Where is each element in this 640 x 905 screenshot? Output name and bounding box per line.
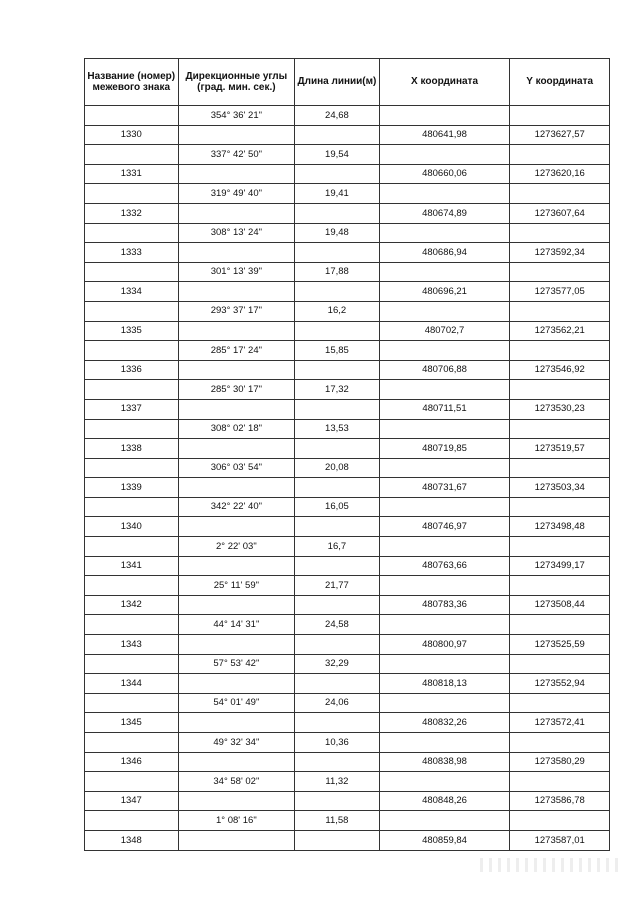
cell-direction-angle <box>178 439 295 459</box>
cell-mark-name: 1342 <box>85 595 179 615</box>
cell-direction-angle: 285° 17' 24" <box>178 341 295 361</box>
cell-line-length <box>295 164 379 184</box>
cell-y-coordinate: 1273546,92 <box>510 360 610 380</box>
table-row <box>85 693 610 713</box>
table-row <box>85 223 610 243</box>
cell-y-coordinate <box>510 615 610 635</box>
cell-mark-name: 1336 <box>85 360 179 380</box>
cell-x-coordinate: 480706,88 <box>379 360 510 380</box>
cell-y-coordinate <box>510 184 610 204</box>
cell-x-coordinate <box>379 693 510 713</box>
cell-y-coordinate: 1273572,41 <box>510 713 610 733</box>
cell-mark-name <box>85 106 179 126</box>
cell-line-length: 19,41 <box>295 184 379 204</box>
cell-x-coordinate: 480832,26 <box>379 713 510 733</box>
cell-direction-angle: 57° 53' 42" <box>178 654 295 674</box>
cell-y-coordinate <box>510 458 610 478</box>
table-row <box>85 830 610 850</box>
cell-direction-angle <box>178 752 295 772</box>
table-row <box>85 497 610 517</box>
cell-x-coordinate <box>379 145 510 165</box>
cell-mark-name <box>85 223 179 243</box>
table-row <box>85 772 610 792</box>
table-row <box>85 556 610 576</box>
cell-mark-name <box>85 576 179 596</box>
cell-x-coordinate <box>379 733 510 753</box>
cell-direction-angle <box>178 164 295 184</box>
cell-mark-name <box>85 811 179 831</box>
table-row <box>85 341 610 361</box>
cell-mark-name: 1330 <box>85 125 179 145</box>
cell-mark-name: 1335 <box>85 321 179 341</box>
cell-direction-angle: 354° 36' 21" <box>178 106 295 126</box>
cell-y-coordinate <box>510 145 610 165</box>
cell-direction-angle: 54° 01' 49" <box>178 693 295 713</box>
cell-x-coordinate: 480763,66 <box>379 556 510 576</box>
table-row <box>85 576 610 596</box>
cell-line-length <box>295 517 379 537</box>
cell-line-length: 19,54 <box>295 145 379 165</box>
cell-y-coordinate <box>510 106 610 126</box>
table-row <box>85 654 610 674</box>
table-row <box>85 674 610 694</box>
cell-x-coordinate <box>379 184 510 204</box>
table-row <box>85 537 610 557</box>
cell-y-coordinate: 1273607,64 <box>510 203 610 223</box>
cell-direction-angle <box>178 674 295 694</box>
cell-mark-name: 1341 <box>85 556 179 576</box>
table-row <box>85 380 610 400</box>
cell-y-coordinate: 1273530,23 <box>510 399 610 419</box>
table-row <box>85 478 610 498</box>
cell-mark-name <box>85 615 179 635</box>
table-row <box>85 713 610 733</box>
cell-line-length: 21,77 <box>295 576 379 596</box>
cell-y-coordinate <box>510 497 610 517</box>
cell-direction-angle <box>178 713 295 733</box>
cell-x-coordinate: 480800,97 <box>379 635 510 655</box>
cell-mark-name <box>85 301 179 321</box>
cell-y-coordinate <box>510 301 610 321</box>
cell-y-coordinate: 1273552,94 <box>510 674 610 694</box>
cell-x-coordinate: 480660,06 <box>379 164 510 184</box>
table-row <box>85 811 610 831</box>
cell-mark-name <box>85 145 179 165</box>
cell-direction-angle <box>178 321 295 341</box>
table-row <box>85 203 610 223</box>
cell-y-coordinate <box>510 772 610 792</box>
table-row <box>85 419 610 439</box>
cell-y-coordinate: 1273503,34 <box>510 478 610 498</box>
cell-y-coordinate <box>510 262 610 282</box>
cell-line-length <box>295 243 379 263</box>
cell-direction-angle <box>178 125 295 145</box>
cell-direction-angle: 308° 02' 18" <box>178 419 295 439</box>
cell-line-length: 15,85 <box>295 341 379 361</box>
cell-line-length <box>295 125 379 145</box>
cell-x-coordinate: 480686,94 <box>379 243 510 263</box>
cell-mark-name: 1332 <box>85 203 179 223</box>
cell-mark-name: 1345 <box>85 713 179 733</box>
cell-line-length: 24,06 <box>295 693 379 713</box>
cell-mark-name: 1338 <box>85 439 179 459</box>
cell-direction-angle <box>178 478 295 498</box>
cell-x-coordinate: 480783,36 <box>379 595 510 615</box>
cell-y-coordinate <box>510 576 610 596</box>
cell-direction-angle <box>178 282 295 302</box>
cell-line-length: 17,32 <box>295 380 379 400</box>
cell-mark-name: 1331 <box>85 164 179 184</box>
cell-y-coordinate <box>510 380 610 400</box>
cell-x-coordinate <box>379 615 510 635</box>
cell-line-length: 10,36 <box>295 733 379 753</box>
cell-direction-angle <box>178 203 295 223</box>
cell-y-coordinate <box>510 537 610 557</box>
cell-line-length <box>295 713 379 733</box>
cell-line-length <box>295 830 379 850</box>
cell-direction-angle <box>178 635 295 655</box>
cell-mark-name: 1334 <box>85 282 179 302</box>
table-row <box>85 282 610 302</box>
table-row <box>85 517 610 537</box>
cell-x-coordinate <box>379 106 510 126</box>
cell-mark-name <box>85 537 179 557</box>
cell-x-coordinate: 480731,67 <box>379 478 510 498</box>
cell-line-length: 16,7 <box>295 537 379 557</box>
cell-mark-name: 1343 <box>85 635 179 655</box>
cell-x-coordinate <box>379 654 510 674</box>
table-row <box>85 164 610 184</box>
table-body <box>85 106 610 851</box>
cell-mark-name: 1337 <box>85 399 179 419</box>
cell-x-coordinate: 480838,98 <box>379 752 510 772</box>
cell-x-coordinate: 480746,97 <box>379 517 510 537</box>
cell-x-coordinate <box>379 380 510 400</box>
cell-y-coordinate <box>510 654 610 674</box>
cell-direction-angle: 306° 03' 54" <box>178 458 295 478</box>
header-x-coordinate: X координата <box>379 59 510 106</box>
table-row <box>85 145 610 165</box>
cell-direction-angle <box>178 595 295 615</box>
cell-y-coordinate <box>510 811 610 831</box>
cell-line-length: 16,05 <box>295 497 379 517</box>
table-row <box>85 439 610 459</box>
table-row <box>85 125 610 145</box>
cell-x-coordinate <box>379 576 510 596</box>
table-header <box>85 59 610 106</box>
cell-mark-name <box>85 380 179 400</box>
cell-y-coordinate: 1273499,17 <box>510 556 610 576</box>
cell-direction-angle: 25° 11' 59" <box>178 576 295 596</box>
cell-y-coordinate <box>510 419 610 439</box>
cell-direction-angle: 342° 22' 40" <box>178 497 295 517</box>
cell-x-coordinate: 480859,84 <box>379 830 510 850</box>
cell-x-coordinate: 480641,98 <box>379 125 510 145</box>
cell-line-length <box>295 203 379 223</box>
cell-direction-angle <box>178 830 295 850</box>
cell-mark-name <box>85 341 179 361</box>
table-row <box>85 595 610 615</box>
cell-mark-name: 1346 <box>85 752 179 772</box>
cell-mark-name: 1333 <box>85 243 179 263</box>
cell-y-coordinate: 1273525,59 <box>510 635 610 655</box>
cell-x-coordinate <box>379 262 510 282</box>
cell-line-length: 20,08 <box>295 458 379 478</box>
table-row <box>85 243 610 263</box>
table-row <box>85 399 610 419</box>
cell-x-coordinate: 480848,26 <box>379 791 510 811</box>
cell-line-length <box>295 752 379 772</box>
cell-line-length: 24,58 <box>295 615 379 635</box>
cell-line-length <box>295 791 379 811</box>
table-row <box>85 752 610 772</box>
table-row <box>85 733 610 753</box>
cell-y-coordinate: 1273577,05 <box>510 282 610 302</box>
cell-y-coordinate: 1273592,34 <box>510 243 610 263</box>
cell-x-coordinate <box>379 419 510 439</box>
cell-direction-angle: 44° 14' 31" <box>178 615 295 635</box>
cell-y-coordinate: 1273562,21 <box>510 321 610 341</box>
cell-mark-name <box>85 772 179 792</box>
cell-y-coordinate: 1273586,78 <box>510 791 610 811</box>
boundary-marks-table <box>84 58 610 851</box>
cell-direction-angle <box>178 791 295 811</box>
cell-y-coordinate: 1273508,44 <box>510 595 610 615</box>
cell-mark-name <box>85 733 179 753</box>
cell-line-length: 19,48 <box>295 223 379 243</box>
cell-y-coordinate: 1273587,01 <box>510 830 610 850</box>
cell-y-coordinate <box>510 341 610 361</box>
cell-x-coordinate: 480674,89 <box>379 203 510 223</box>
cell-mark-name <box>85 458 179 478</box>
table-row <box>85 106 610 126</box>
cell-mark-name <box>85 654 179 674</box>
cell-line-length <box>295 360 379 380</box>
cell-x-coordinate <box>379 223 510 243</box>
cell-mark-name: 1339 <box>85 478 179 498</box>
cell-line-length: 24,68 <box>295 106 379 126</box>
cell-line-length <box>295 674 379 694</box>
cell-x-coordinate <box>379 341 510 361</box>
cell-mark-name: 1344 <box>85 674 179 694</box>
cell-direction-angle: 308° 13' 24" <box>178 223 295 243</box>
scan-artifact <box>480 858 620 872</box>
cell-x-coordinate <box>379 497 510 517</box>
cell-mark-name <box>85 693 179 713</box>
cell-line-length: 11,58 <box>295 811 379 831</box>
cell-line-length <box>295 595 379 615</box>
cell-line-length <box>295 399 379 419</box>
cell-direction-angle: 2° 22' 03" <box>178 537 295 557</box>
cell-direction-angle: 337° 42' 50" <box>178 145 295 165</box>
header-direction-angles: Дирекционные углы (град. мин. сек.) <box>178 59 295 106</box>
header-line-length: Длина линии(м) <box>295 59 379 106</box>
cell-line-length: 11,32 <box>295 772 379 792</box>
cell-mark-name <box>85 497 179 517</box>
cell-direction-angle <box>178 243 295 263</box>
cell-direction-angle <box>178 399 295 419</box>
header-row <box>85 59 610 106</box>
cell-x-coordinate <box>379 811 510 831</box>
cell-y-coordinate <box>510 693 610 713</box>
cell-mark-name: 1347 <box>85 791 179 811</box>
cell-direction-angle: 293° 37' 17" <box>178 301 295 321</box>
cell-direction-angle <box>178 360 295 380</box>
cell-direction-angle: 285° 30' 17" <box>178 380 295 400</box>
cell-x-coordinate <box>379 537 510 557</box>
cell-mark-name <box>85 419 179 439</box>
cell-direction-angle: 49° 32' 34" <box>178 733 295 753</box>
cell-x-coordinate: 480711,51 <box>379 399 510 419</box>
cell-direction-angle <box>178 556 295 576</box>
cell-y-coordinate: 1273498,48 <box>510 517 610 537</box>
cell-mark-name <box>85 262 179 282</box>
header-y-coordinate: Y координата <box>510 59 610 106</box>
cell-y-coordinate: 1273580,29 <box>510 752 610 772</box>
cell-y-coordinate <box>510 733 610 753</box>
cell-x-coordinate: 480818,13 <box>379 674 510 694</box>
cell-line-length <box>295 478 379 498</box>
cell-mark-name: 1348 <box>85 830 179 850</box>
cell-x-coordinate <box>379 772 510 792</box>
cell-direction-angle: 1° 08' 16" <box>178 811 295 831</box>
table-row <box>85 301 610 321</box>
cell-mark-name <box>85 184 179 204</box>
table-row <box>85 360 610 380</box>
cell-x-coordinate <box>379 458 510 478</box>
cell-line-length <box>295 556 379 576</box>
cell-direction-angle: 319° 49' 40" <box>178 184 295 204</box>
cell-y-coordinate: 1273627,57 <box>510 125 610 145</box>
cell-y-coordinate: 1273519,57 <box>510 439 610 459</box>
cell-line-length <box>295 635 379 655</box>
cell-line-length: 17,88 <box>295 262 379 282</box>
header-mark-name: Название (номер) межевого знака <box>85 59 179 106</box>
table-row <box>85 791 610 811</box>
cell-x-coordinate: 480702,7 <box>379 321 510 341</box>
cell-line-length: 13,53 <box>295 419 379 439</box>
cell-line-length <box>295 282 379 302</box>
cell-direction-angle <box>178 517 295 537</box>
cell-line-length: 16,2 <box>295 301 379 321</box>
table-row <box>85 184 610 204</box>
cell-line-length <box>295 439 379 459</box>
cell-x-coordinate <box>379 301 510 321</box>
table-row <box>85 635 610 655</box>
cell-direction-angle: 34° 58' 02" <box>178 772 295 792</box>
cell-x-coordinate: 480719,85 <box>379 439 510 459</box>
cell-y-coordinate: 1273620,16 <box>510 164 610 184</box>
cell-x-coordinate: 480696,21 <box>379 282 510 302</box>
table-row <box>85 321 610 341</box>
cell-line-length <box>295 321 379 341</box>
cell-mark-name: 1340 <box>85 517 179 537</box>
cell-direction-angle: 301° 13' 39" <box>178 262 295 282</box>
table-row <box>85 458 610 478</box>
table-row <box>85 615 610 635</box>
cell-y-coordinate <box>510 223 610 243</box>
table-row <box>85 262 610 282</box>
cell-line-length: 32,29 <box>295 654 379 674</box>
